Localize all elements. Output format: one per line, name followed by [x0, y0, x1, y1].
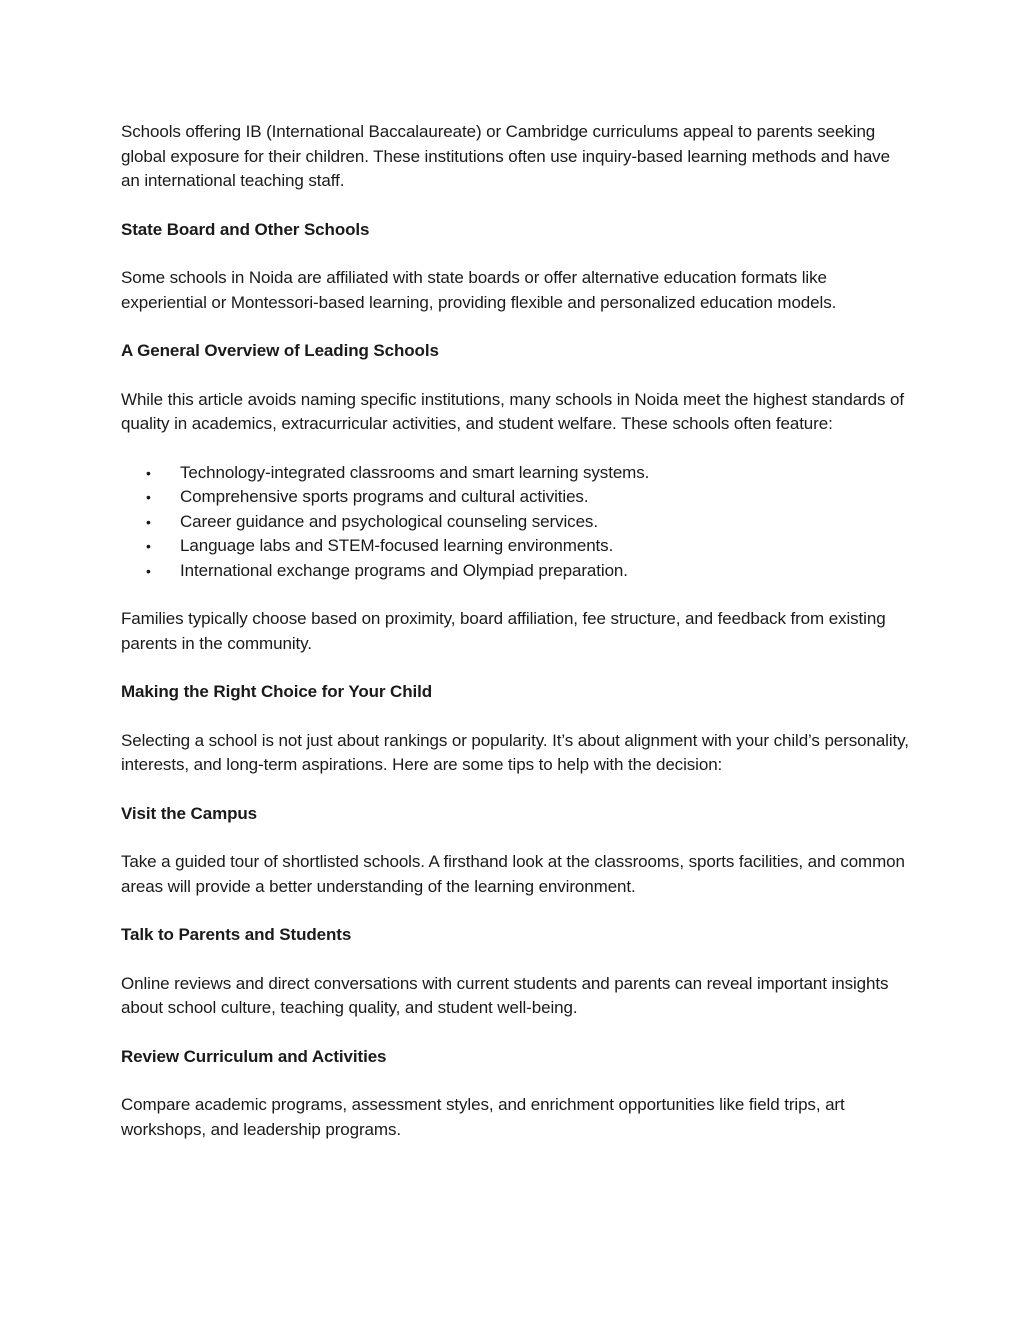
bullet-icon: • — [146, 562, 151, 579]
list-item-text: Career guidance and psychological counseling services. — [180, 511, 598, 531]
list-item-text: Comprehensive sports programs and cultural activities. — [180, 487, 589, 506]
heading-review-curriculum: Review Curriculum and Activities — [121, 1046, 387, 1066]
paragraph-families: Families typically choose based on proximity, board affiliation, fee structure, and feedback from existing parents in the community. — [121, 609, 886, 653]
list-item — [121, 485, 911, 510]
document-page — [121, 120, 911, 1166]
bullet-icon: • — [146, 538, 151, 554]
list-item — [121, 461, 911, 486]
list-item-text: International exchange programs and Olympiad preparation. — [180, 560, 628, 580]
bullet-icon: • — [146, 464, 151, 481]
paragraph-reviews: Online reviews and direct conversations with current students and parents can reveal important insights about school culture, teaching quality, and student well-being. — [121, 973, 889, 1017]
paragraph-selecting: Selecting a school is not just about rankings or popularity. It’s about alignment with your child’s personality, interests, and long-term aspirations. Here are some tips to help with the decision: — [121, 730, 909, 774]
paragraph-compare: Compare academic programs, assessment styles, and enrichment opportunities like field trips, art workshops, and leadership programs. — [121, 1095, 845, 1139]
list-item — [121, 559, 911, 584]
paragraph-state-board: Some schools in Noida are affiliated with state boards or offer alternative education formats like experiential or Montessori-based learning, providing flexible and personalized education models. — [121, 268, 837, 312]
feature-list — [121, 461, 911, 584]
bullet-icon: • — [146, 489, 151, 505]
list-item-text: Technology-integrated classrooms and smart learning systems. — [180, 462, 650, 482]
paragraph-curriculums: Schools offering IB (International Baccalaureate) or Cambridge curriculums appeal to parents seeking global exposure for their children. These institutions often use inquiry-based learning methods and have an international teaching staff. — [121, 122, 890, 190]
list-item — [121, 510, 911, 535]
heading-state-board: State Board and Other Schools — [121, 219, 370, 239]
heading-visit-campus: Visit the Campus — [121, 803, 258, 823]
bullet-icon: • — [146, 513, 151, 530]
list-item-text: Language labs and STEM-focused learning environments. — [180, 536, 614, 555]
paragraph-overview: While this article avoids naming specific institutions, many schools in Noida meet the highest standards of quality in academics, extracurricular activities, and student welfare. These schools often feature: — [121, 389, 905, 433]
heading-right-choice: Making the Right Choice for Your Child — [121, 682, 433, 701]
heading-overview: A General Overview of Leading Schools — [121, 341, 439, 360]
heading-talk-parents: Talk to Parents and Students — [121, 925, 352, 944]
list-item — [121, 534, 911, 559]
paragraph-guided-tour: Take a guided tour of shortlisted schools. A firsthand look at the classrooms, sports facilities, and common areas will provide a better understanding of the learning environment. — [121, 852, 905, 896]
